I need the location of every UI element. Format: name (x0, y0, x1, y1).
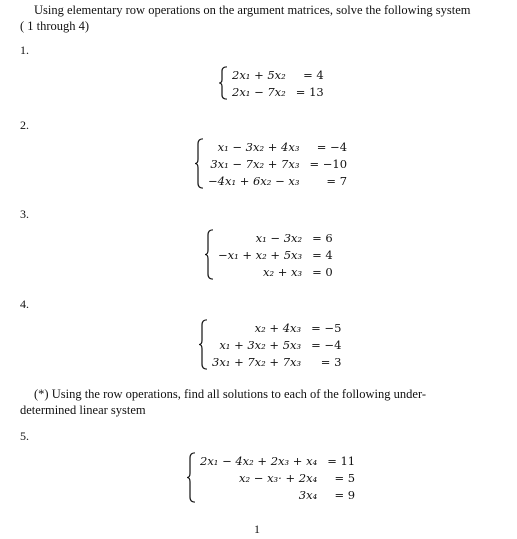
equation-rhs: = 0 (312, 264, 333, 279)
equation-rhs: = −4 (311, 337, 342, 352)
equation-lhs: x₁ − 3x₂ (255, 230, 303, 245)
equation-lhs: 2x₁ + 5x₂ (232, 67, 286, 82)
page-number: 1 (254, 522, 260, 536)
equation-lhs: x₂ + 4x₃ (254, 320, 302, 335)
problem-1-equations (232, 66, 324, 100)
intro-text (20, 2, 470, 34)
brace-icon (186, 452, 196, 503)
equation-rhs: = 3 (320, 354, 342, 369)
equation-lhs: 2x₁ − 7x₂ (232, 84, 286, 99)
equation-lhs: 3x₁ − 7x₂ + 7x₃ (210, 156, 300, 171)
problem-3-system (204, 229, 333, 280)
problem-2-system (194, 138, 347, 189)
problem-5-number: 5. (20, 429, 29, 443)
problem-5-system (186, 452, 355, 503)
brace-icon (218, 66, 228, 100)
note-text (20, 386, 510, 418)
equation-lhs: x₂ + x₃ (263, 264, 303, 279)
problem-4-equations (212, 319, 341, 370)
equation-row (218, 246, 333, 263)
equation-lhs: 3x₁ + 7x₂ + 7x₃ (212, 354, 302, 369)
equation-rhs: = −4 (316, 139, 348, 154)
equation-row (212, 336, 341, 353)
equation-rhs: = 7 (326, 173, 348, 188)
equation-row (208, 155, 347, 172)
equation-rhs: = −10 (309, 156, 348, 171)
intro-line-2: ( 1 through 4) (20, 19, 90, 33)
equation-lhs: 3x₄ (298, 487, 318, 502)
equation-lhs: 2x₁ − 4x₂ + 2x₃ + x₄ (200, 453, 318, 468)
note-line-1: (*) Using the row operations, find all solutions to each of the following under- (34, 387, 427, 401)
equation-row (200, 469, 355, 486)
equation-row (200, 452, 355, 469)
equation-rhs: = 4 (312, 247, 333, 262)
problem-3-number: 3. (20, 207, 29, 221)
equation-row (200, 486, 355, 503)
equation-rhs: = −5 (311, 320, 342, 335)
equation-rhs: = 13 (295, 84, 324, 99)
equation-row (232, 83, 324, 100)
equation-lhs: x₂ − x₃· + 2x₄ (239, 470, 318, 485)
equation-row (232, 66, 324, 83)
equation-row (212, 353, 341, 370)
equation-rhs: = 5 (334, 470, 356, 485)
problem-1-number: 1. (20, 43, 29, 57)
problem-3-equations (218, 229, 333, 280)
problem-1-system (218, 66, 324, 100)
equation-rhs: = 6 (312, 230, 333, 245)
equation-lhs: −x₁ + x₂ + 5x₃ (218, 247, 303, 262)
problem-5-equations (200, 452, 355, 503)
problem-2-equations (208, 138, 347, 189)
brace-icon (194, 138, 204, 189)
equation-row (212, 319, 341, 336)
brace-icon (204, 229, 214, 280)
equation-rhs: = 11 (327, 453, 356, 468)
problem-2-number: 2. (20, 118, 29, 132)
equation-row (218, 229, 333, 246)
intro-line-1: Using elementary row operations on the argument matrices, solve the following system (34, 3, 471, 17)
equation-lhs: −4x₁ + 6x₂ − x₃ (208, 173, 300, 188)
equation-row (208, 138, 347, 155)
equation-row (218, 263, 333, 280)
equation-lhs: x₁ + 3x₂ + 5x₃ (219, 337, 302, 352)
problem-4-system (198, 319, 341, 370)
equation-row (208, 172, 347, 189)
note-line-2: determined linear system (20, 403, 146, 417)
equation-rhs: = 4 (303, 67, 324, 82)
problem-4-number: 4. (20, 297, 29, 311)
brace-icon (198, 319, 208, 370)
equation-lhs: x₁ − 3x₂ + 4x₃ (217, 139, 300, 154)
equation-rhs: = 9 (334, 487, 356, 502)
